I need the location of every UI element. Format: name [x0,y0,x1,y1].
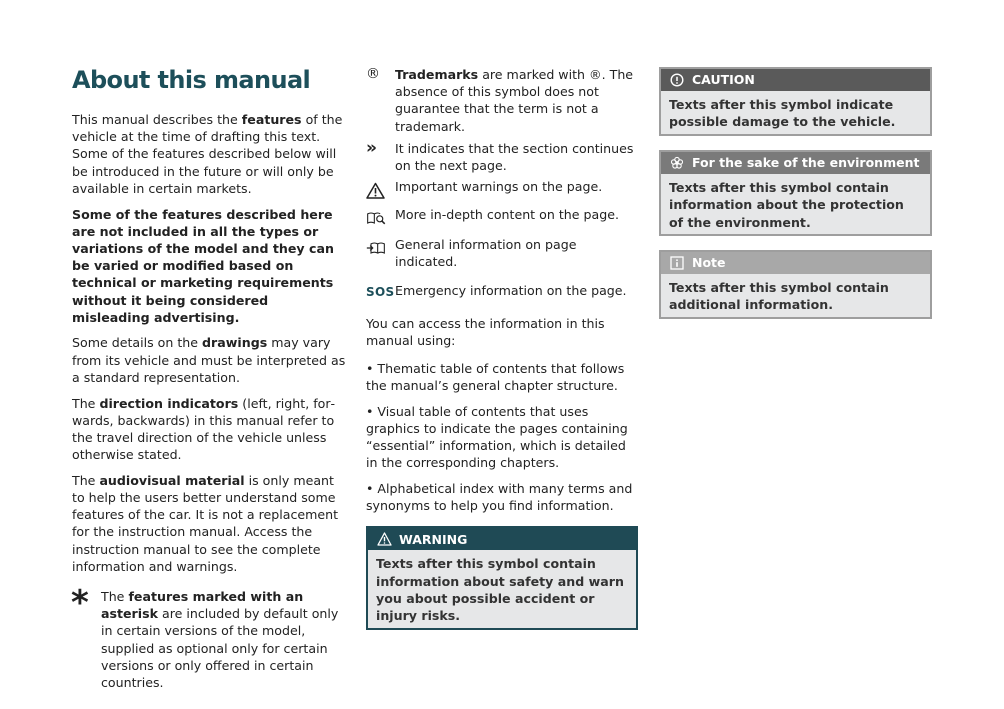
column-right [659,67,932,333]
asterisk-icon: * [71,583,89,624]
note-box [659,250,932,319]
double-chevron-icon: » [366,138,377,159]
warning-box-body: Texts after this symbol contain information about safety and warn you about possible accident or injury risks. [368,550,636,628]
emergency-text: Emergency information on the page. [395,283,627,299]
column-left [72,111,346,700]
list-item: • Alphabetical index with many terms and synonyms to help you find information. [366,480,633,514]
indepth-text: More in-depth content on the page. [395,207,619,223]
list-item: • Thematic table of contents that follows the manual’s general chapter structure. [366,360,625,393]
caution-box [659,67,932,136]
indepth-row [366,206,638,223]
caution-box-header [661,69,930,91]
column-middle [366,66,638,630]
registered-icon: ® [366,66,380,83]
access-intro: You can access the information in this manual using: [366,316,605,349]
emergency-row [366,282,638,299]
direction-indicators-paragraph: The direction indicators (left, right, forwards, backwards) in this manual refer to the travel direction of the vehicle unless otherwise stated. [72,395,336,463]
continues-text: It indicates that the section continues on the next page. [395,140,634,174]
warning-triangle-icon [376,531,392,547]
info-icon [669,255,685,271]
warning-box-header [368,528,636,550]
general-info-text: General information on page indicated. [395,236,577,269]
environment-box [659,150,932,236]
page-title: About this manual [72,66,311,94]
asterisk-note [71,583,346,691]
exclamation-circle-icon [669,72,685,88]
list-item: • Visual table of contents that uses graphics to indicate the pages containing “essential” information, which is detailed in the corresponding chapters. [366,403,628,471]
trademarks-text: Trademarks are marked with ®. The absence of this symbol does not guarantee that the term is not a trademark. [395,67,634,134]
note-box-header [661,252,930,274]
warning-triangle-icon [366,181,386,199]
warning-box-title: WARNING [399,531,468,547]
drawings-paragraph: Some details on the drawings may vary from its vehicle and must be interpreted as a standard representation. [72,335,346,385]
general-info-row [366,236,638,270]
sos-icon: SOS [366,285,395,300]
trademarks-row [366,66,638,135]
environment-box-title: For the sake of the environment [692,155,920,171]
note-box-body: Texts after this symbol contain additional information. [661,274,930,317]
warning-box [366,526,638,630]
audiovisual-paragraph: The audiovisual material is only meant to help the users better understand some features of the car. It is not a replacement for the instruction manual. Access the instruction manual to see the complete information and warnings. [72,472,339,574]
asterisk-paragraph: The features marked with an asterisk are included by default only in certain versions of the model, supplied as optional only for certain versions or only offered in certain countries. [101,589,339,691]
caution-box-body: Texts after this symbol indicate possible damage to the vehicle. [661,91,930,134]
book-arrow-icon [366,239,386,257]
warnings-row [366,178,638,195]
environment-box-header [661,152,930,174]
environment-box-body: Texts after this symbol contain information about the protection of the environment. [661,174,930,234]
flower-icon [669,155,685,171]
book-magnifier-icon [366,209,386,227]
note-box-title: Note [692,255,726,271]
warnings-text: Important warnings on the page. [395,179,603,195]
caution-box-title: CAUTION [692,72,755,88]
features-paragraph: This manual describes the features of the vehicle at the time of drafting this text. Some of the features described below will be introduced in the future or will only be available in certain markets. [72,112,343,196]
continues-row [366,140,638,174]
variations-paragraph: Some of the features described here are not included in all the types or variations of the model and they can be varied or modified based on technical or marketing requirements without it being considered misleading advertising. [72,206,334,325]
